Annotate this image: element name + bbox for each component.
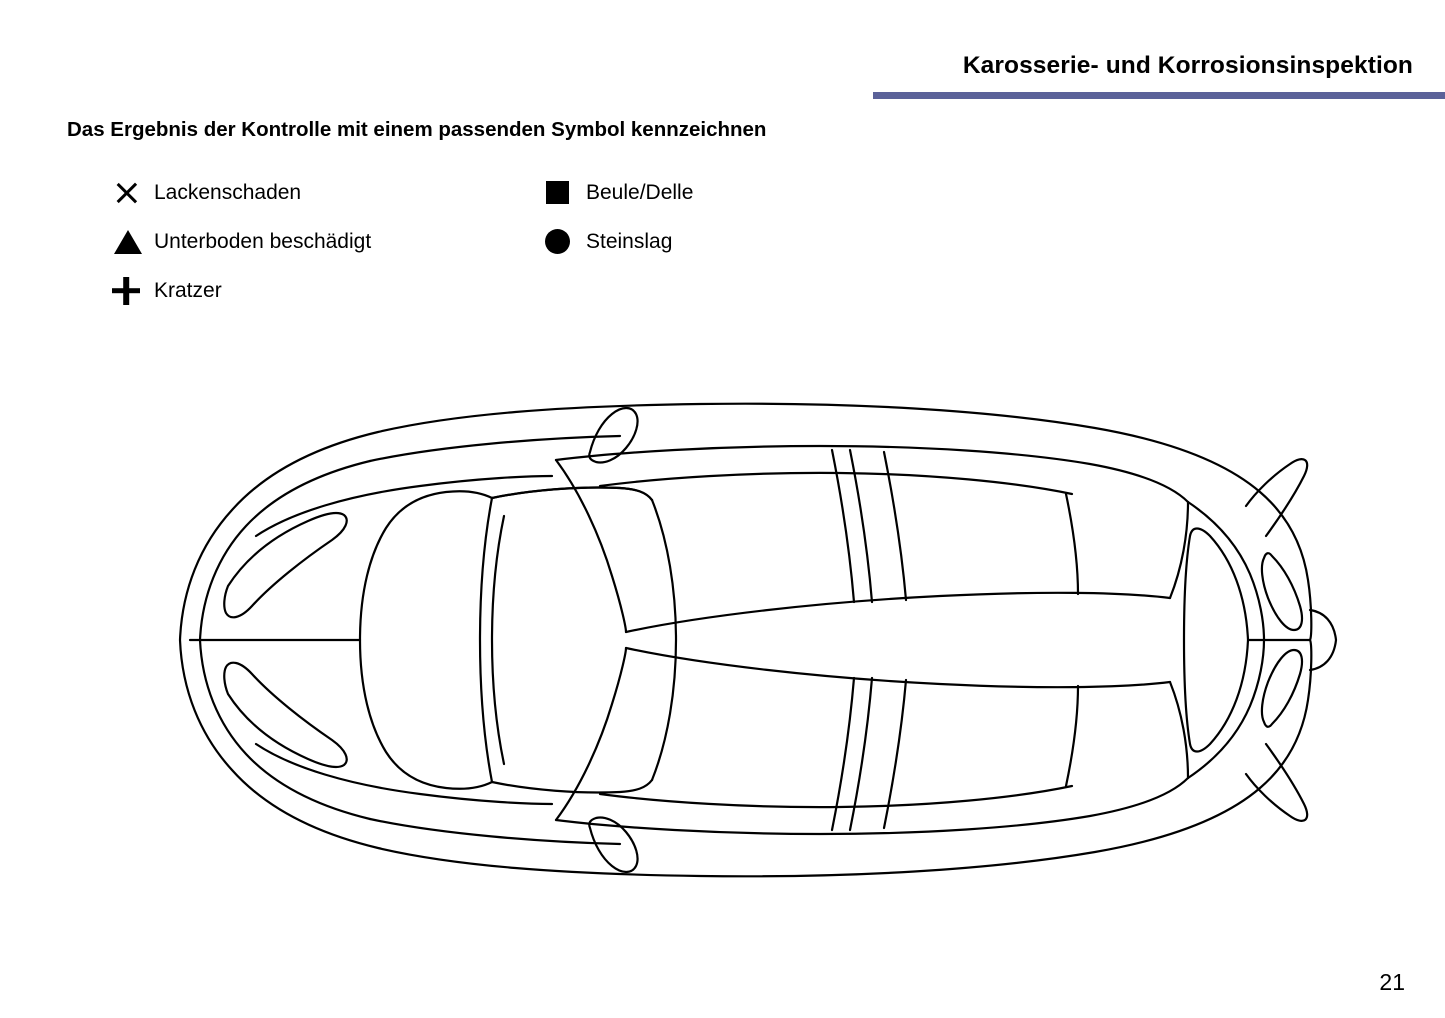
windshield-lower-edge [492,780,652,793]
legend-item-lackenschaden [110,168,371,217]
page-title: Karosserie- und Korrosionsinspektion [962,52,1413,79]
lower-rear-quarter-line [1066,686,1078,786]
legend-item-label: Beule/Delle [586,180,694,204]
legend-item-label: Unterboden beschädigt [154,229,372,253]
legend-item-kratzer [110,266,371,315]
roof-front-pillar-line [480,498,492,782]
legend-column-left [110,168,371,315]
x-mark-icon [110,173,154,213]
legend-item-label: Kratzer [154,278,222,302]
roof-rear-pillar-line [652,500,676,780]
upper-front-pillar [556,460,626,632]
filled-circle-icon [542,222,586,262]
hood-panel-upper [360,491,492,640]
taillight-upper [1262,553,1302,630]
legend-item-steinslag [542,217,693,266]
lower-side-upper-edge [626,648,1170,687]
filled-square-icon [542,173,586,213]
lower-front-pillar [556,648,626,820]
upper-rear-quarter-line [1066,494,1078,594]
roof-edge-upper [492,487,652,500]
legend-column-right [542,168,693,266]
legend-item-beule-delle [542,168,693,217]
upper-side-lower-edge [626,593,1170,632]
legend-item-label: Lackenschaden [154,180,302,204]
roof-inner-line [492,516,504,764]
car-top-view-diagram[interactable] [60,340,1380,940]
instruction-text: Das Ergebnis der Kontrolle mit einem passenden Symbol kennzeichnen [67,118,767,141]
trunk-lid-panel [1184,529,1248,752]
car-outline-svg [60,340,1380,940]
page-header [0,0,1445,100]
taillight-lower [1262,650,1302,727]
legend-item-unterboden [110,217,371,266]
plus-icon [110,271,154,311]
rear-corner-lower [1246,744,1307,821]
legend-item-label: Steinslag [586,229,673,253]
rear-bumper-center-trim [1310,610,1336,670]
hood-panel-lower [360,640,492,789]
filled-triangle-icon [110,222,154,262]
page-number: 21 [1379,969,1405,995]
rear-corner-upper [1246,459,1307,536]
header-divider-rule [873,92,1445,99]
